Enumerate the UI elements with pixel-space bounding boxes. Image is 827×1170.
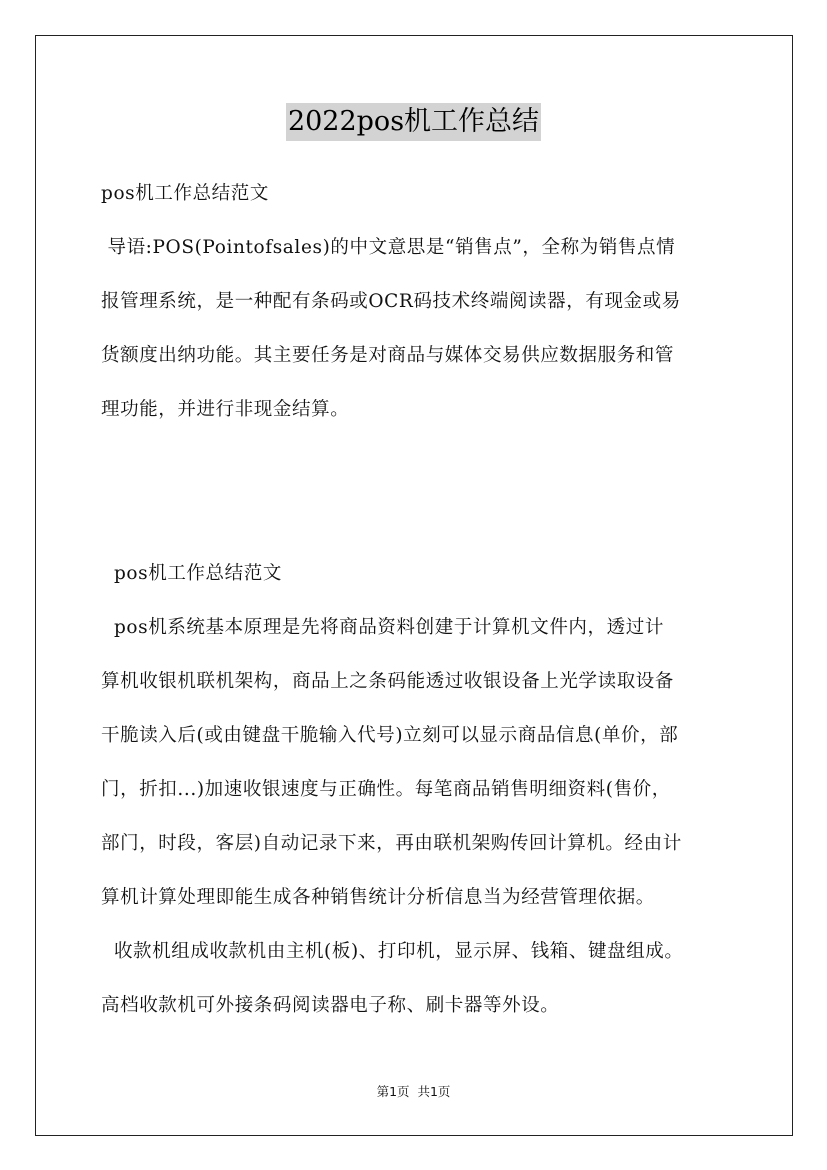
page-number: 第1页: [376, 1084, 410, 1099]
paragraph-line: pos机系统基本原理是先将商品资料创建于计算机文件内，透过计: [101, 617, 664, 638]
paragraph-line: 货额度出纳功能。其主要任务是对商品与媒体交易供应数据服务和管: [101, 345, 675, 366]
section-heading-2: pos机工作总结范文: [101, 563, 282, 584]
paragraph-line: 报管理系统，是一种配有条码或OCR码技术终端阅读器，有现金或易: [101, 291, 681, 312]
title-container: [0, 103, 827, 141]
page-footer: [0, 1083, 827, 1101]
paragraph-line: 算机收银机联机架构，商品上之条码能透过收银设备上光学读取设备: [101, 671, 675, 692]
paragraph-line: 门，折扣...)加速收银速度与正确性。每笔商品销售明细资料(售价，: [101, 779, 671, 800]
paragraph-line: 算机计算处理即能生成各种销售统计分析信息当为经营管理依据。: [101, 887, 655, 908]
paragraph-line: 收款机组成收款机由主机(板)、打印机，显示屏、钱箱、键盘组成。: [101, 941, 684, 962]
paragraph-line: 部门，时段，客层)自动记录下来，再由联机架购传回计算机。经由计: [101, 833, 682, 854]
paragraph-line: 高档收款机可外接条码阅读器电子称、刷卡器等外设。: [101, 995, 560, 1016]
page-total: 共1页: [417, 1084, 451, 1099]
document-title: 2022pos机工作总结: [286, 103, 541, 141]
paragraph-line: 干脆读入后(或由键盘干脆输入代号)立刻可以显示商品信息(单价，部: [101, 725, 679, 746]
paragraph-line: 理功能，并进行非现金结算。: [101, 399, 350, 420]
paragraph-line: 导语:POS(Pointofsales)的中文意思是“销售点”，全称为销售点情: [101, 237, 676, 258]
section-heading-1: pos机工作总结范文: [101, 183, 269, 204]
